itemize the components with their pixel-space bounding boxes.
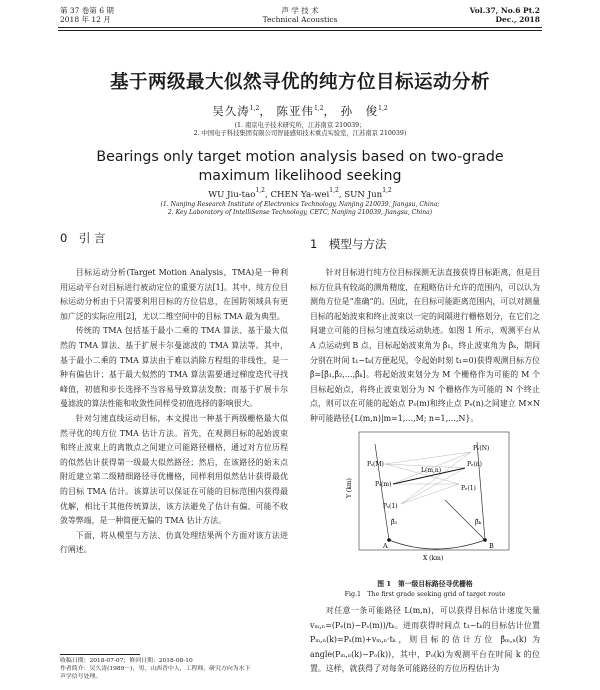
label-pe-N: Pₑ(N) [473,445,490,452]
platform-track [389,540,485,549]
date-text-cn: 2018 年 12 月 [60,15,111,24]
section-heading-model: 1 模型与方法 [310,237,387,251]
author-name: 陈亚伟 [276,104,314,118]
point-a [387,538,391,542]
author-sup: 1,2 [313,105,324,112]
footnote-author-cont: 声学信号处理。 [60,674,102,680]
journal-name-cn: 声 学 技 术 [281,6,319,15]
left-column-body [60,266,288,558]
author-name: 孙 俊 [340,104,379,118]
paper-title-cn: 基于两级最大似然寻优的纯方位目标运动分析 [109,72,490,93]
label-a: A [383,542,388,550]
figure-caption-cn: 图 1 第一级目标路径寻优栅格 [377,580,473,588]
paragraph: 下面，将从模型与方法、仿真处理结果两个方面对该方法进行阐述。 [60,530,288,555]
author-sup-en: 1,2 [329,187,339,194]
header-rule [58,27,542,28]
label-pe-n: Pₑ(n) [467,461,482,468]
author-sup: 1,2 [249,105,260,112]
figure-caption-en: Fig.1 The first grade seeking grid of target route [344,591,506,598]
author-list-cn: 吴久涛$^{1,2}$， 陈亚伟$^{1,2}$， 孙 俊$^{1,2}$ [212,104,388,118]
paragraph: 对任意一条可能路径 L(m,n)，可以获得目标估计速度矢量 vₘ,ₙ=(Pₑ(n)−Pₛ(m))/tₖ。进而获得时间点 t₁~tₖ的目标估计位置 Pₘ,ₙ(k)=Pₛ(m)+vₘ,ₙ·tₖ，则目标的估计方位 β̂ₘ,ₙ(k) 为 angle(Pₘ,ₙ(k)−Pₒ(k))，其中，Pₒ(k)为观测平台在时间 k 的位置。这样，就获得了对每条可能路径的方位历程估计为 [310,606,540,674]
label-lmn: L(m,n) [421,467,442,474]
right-column-body [310,266,540,427]
author-sup: 1,2 [378,105,388,112]
paragraph: 目标运动分析(Target Motion Analysis，TMA)是一种利用运动平台对目标进行被动定位的重要方法[1]。其中，纯方位目标运动分析由于只需要利用目标的方位信息，在国防领域具有更加广泛的实际应用[2]，尤以二维空间中的目标 TMA 最为典型。 [60,268,288,321]
affiliation-en-1: (1. Nanjing Research Institute of Electronics Technology, Nanjing 210039, Jiangsu, China; [160,201,440,208]
grid-paths [385,452,471,504]
date-text-en: Dec., 2018 [495,15,540,24]
footnote-rule [60,654,140,655]
header-rule-thin [58,30,542,31]
label-pe-1: Pₑ(1) [461,485,476,492]
right-column-body-continued [310,604,540,677]
label-ps-M: Pₛ(M) [367,461,384,468]
author-name-en: CHEN Ya-wei [270,190,330,200]
label-beta1: β̂₁ [391,518,398,526]
x-axis-label: X (km) [423,555,444,562]
section-heading-intro: 0 引 言 [60,231,106,245]
label-ps-m: Pₛ(m) [375,481,392,488]
affiliation-en-2: 2. Key Laboratory of IntelliSense Technology, CETC, Nanjing 210039, Jiangsu, China) [167,209,433,216]
paragraph: 针对匀速直线运动目标，本文提出一种基于两级栅格最大似然寻优的纯方位 TMA 估计方法。首先，在观测目标的起始波束和终止波束上的离散点之间建立可能路径栅格，通过对方位历程的似然估计获得第一级最大似然路径；然后，在该路径的始末点附近建立第二级精细路径寻优栅格，同样利用似然估计获得最优的目标 TMA 估计。该算法可以保证在可能的目标范围内获得最优解，相比于其他传统算法，该方法避免了估计有偏、可能不收敛等弊端，是一种简便无偏的 TMA 估计方法。 [60,413,288,526]
author-name: 吴久涛 [212,104,250,118]
footnote-received: 收稿日期：2018-07-07；修回日期：2018-08-10 [60,658,193,664]
paragraph: 针对目标进行纯方位目标探测无法直接获得目标距离，但是目标方位具有较高的测角精度，在粗略估计允许的范围内，可以认为测角方位是“准确”的。因此，在目标可能距离范围内，可以对测量目标的起始波束和终止波束以一定的间隔进行栅格划分，在它们之间建立可能的目标匀速直线运动轨迹。如图 1 所示，观测平台从 A 点运动到 B 点，目标起始波束角为 β̂₁，终止波束角为 β̂ₖ，期间分别在时间 t₁~tₖ(方便起见，令起始时刻 t₁=0)获得观测目标方位 β̂=[β̂₁,β̂₂,…,β̂ₖ]。将起始波束划分为 M 个栅格作为可能的 M 个目标起始点，将终止波束划分为 N 个栅格作为可能的 N 个终止点，则可以在可能的起始点 Pₛ(m)和终止点 Pₑ(n)之间建立 M×N 种可能路径{L(m,n)|m=1,…,M; n=1,…,N}。 [310,268,540,423]
volume-text: 第 37 卷第 6 期 [60,6,114,15]
author-sup-en: 1,2 [255,187,265,194]
affiliation-cn-2: 2. 中国电子科技集团有限公司智能感知技术重点实验室，江苏南京 210039) [193,130,407,137]
figure-seeking-grid [345,428,515,570]
affiliation-cn-1: (1. 南京电子技术研究所，江苏南京 210039； [234,122,366,129]
paper-title-en: Bearings only target motion analysis based on two-grade maximum likelihood seeking [96,149,504,184]
y-axis-label: Y (km) [346,478,353,498]
footnote-author: 作者简介：吴久涛(1989－)，男，山西晋中人，工程师，研究方向为水下 [60,666,251,672]
point-b [483,538,487,542]
author-sup-en: 1,2 [382,187,392,194]
author-name-en: SUN Jun [344,190,383,200]
paragraph: 传统的 TMA 包括基于最小二乘的 TMA 算法、基于最大似然的 TMA 算法、基于扩展卡尔曼滤波的 TMA 算法等。其中，基于最小二乘的 TMA 算法由于难以消除方程组的非线性，是一种有偏估计；基于最大似然的 TMA 算法需要通过梯度迭代寻找峰值，初值和步长选择不当容易导致算法发散；而基于扩展卡尔曼滤波的算法性能和收敛性同样受初值选择的影响很大。 [60,326,288,409]
journal-issue [470,6,540,24]
author-list-en: WU Jiu-tao$^{1,2}$, CHEN Ya-wei$^{1,2}$, SUN Jun$^{1,2}$ [208,187,392,200]
label-betak: β̂ₖ [475,518,482,526]
label-b: B [489,542,494,550]
label-ps-1: Pₛ(1) [383,503,398,510]
issue-text: Vol.37, No.6 Pt.2 [469,6,540,15]
author-name-en: WU Jiu-tao [208,190,256,200]
journal-name-en: Technical Acoustics [262,15,338,24]
